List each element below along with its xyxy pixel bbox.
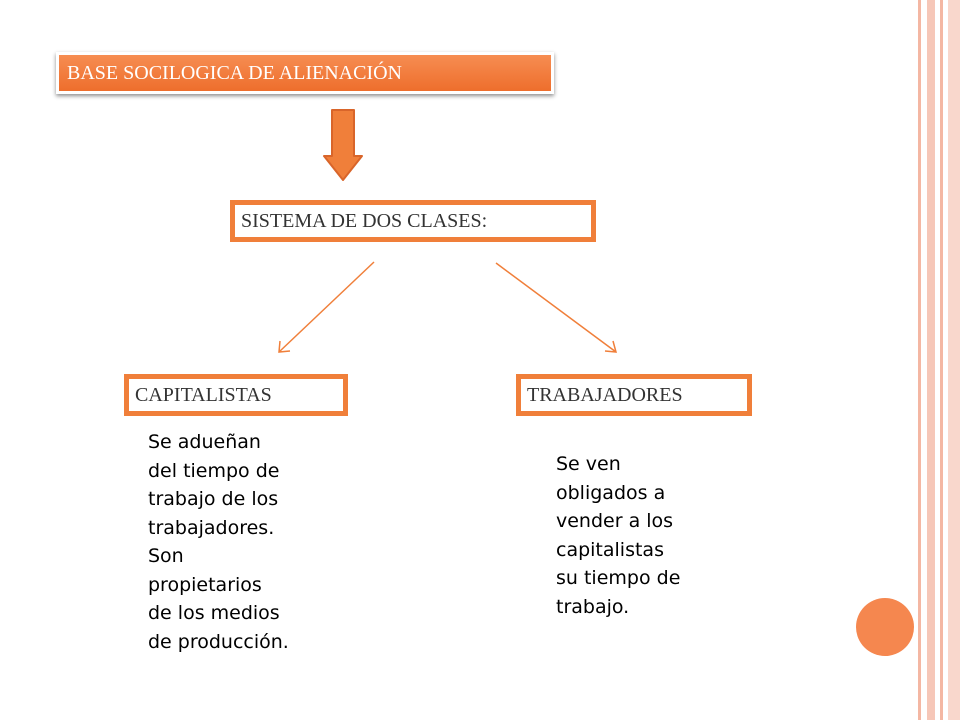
capitalistas-box: CAPITALISTAS [124,374,348,416]
connector-left [279,262,374,352]
capitalistas-description: Se adueñan del tiempo de trabajo de los trabajadores. Son propietarios de los medios de producción. [148,431,289,653]
system-box: SISTEMA DE DOS CLASES: [230,200,596,242]
connector-right [496,263,616,352]
trabajadores-description: Se ven obligados a vender a los capitalistas su tiempo de trabajo. [556,453,681,618]
title-box: BASE SOCILOGICA DE ALIENACIÓN [56,52,554,94]
trabajadores-box: TRABAJADORES [516,374,752,416]
